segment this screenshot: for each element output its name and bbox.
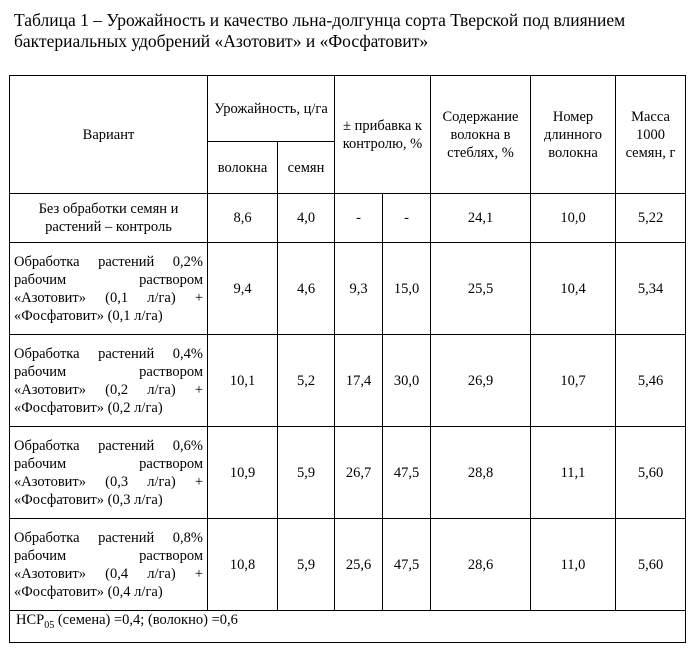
- cell-variant: Обработка растений 0,8% рабочим раствором «Азотовит» (0,4 л/га) + «Фосфатовит» (0,4 л/га): [10, 519, 208, 611]
- cell-long-fiber-number: 10,0: [531, 194, 616, 243]
- header-variant: Вариант: [10, 76, 208, 194]
- cell-mass-1000: 5,60: [616, 427, 686, 519]
- footnote-prefix: НСР: [16, 612, 45, 628]
- header-increase: ± прибавка к контролю, %: [335, 76, 431, 194]
- cell-yield-seed: 4,0: [278, 194, 335, 243]
- cell-variant: Обработка растений 0,6% рабочим раствором «Азотовит» (0,3 л/га) + «Фосфатовит» (0,3 л/га): [10, 427, 208, 519]
- cell-increase-seed: 47,5: [383, 427, 431, 519]
- cell-increase-fiber: 25,6: [335, 519, 383, 611]
- cell-increase-seed: 15,0: [383, 243, 431, 335]
- cell-mass-1000: 5,34: [616, 243, 686, 335]
- header-fiber-content: Содержание волокна в стеблях, %: [431, 76, 531, 194]
- cell-increase-seed: 30,0: [383, 335, 431, 427]
- table-row: [10, 335, 686, 427]
- cell-increase-fiber: 9,3: [335, 243, 383, 335]
- header-yield-fiber: волокна: [208, 142, 278, 194]
- cell-long-fiber-number: 11,1: [531, 427, 616, 519]
- table-row: [10, 194, 686, 243]
- cell-fiber-content: 28,8: [431, 427, 531, 519]
- footnote-subscript: 05: [44, 619, 55, 631]
- cell-increase-fiber: 17,4: [335, 335, 383, 427]
- footnote-row: [10, 611, 686, 643]
- cell-yield-fiber: 10,8: [208, 519, 278, 611]
- table-row: [10, 243, 686, 335]
- cell-yield-fiber: 10,9: [208, 427, 278, 519]
- footnote: [10, 611, 686, 643]
- cell-variant: Без обработки семян и растений – контроль: [10, 194, 208, 243]
- cell-increase-seed: -: [383, 194, 431, 243]
- table-row: [10, 519, 686, 611]
- cell-increase-seed: 47,5: [383, 519, 431, 611]
- cell-mass-1000: 5,60: [616, 519, 686, 611]
- cell-fiber-content: 28,6: [431, 519, 531, 611]
- cell-yield-fiber: 9,4: [208, 243, 278, 335]
- cell-yield-seed: 5,9: [278, 427, 335, 519]
- cell-yield-fiber: 8,6: [208, 194, 278, 243]
- cell-yield-seed: 4,6: [278, 243, 335, 335]
- cell-long-fiber-number: 10,4: [531, 243, 616, 335]
- header-yield: Урожайность, ц/га: [208, 76, 335, 142]
- table-row: [10, 427, 686, 519]
- header-yield-seed: семян: [278, 142, 335, 194]
- cell-mass-1000: 5,46: [616, 335, 686, 427]
- cell-fiber-content: 24,1: [431, 194, 531, 243]
- cell-fiber-content: 25,5: [431, 243, 531, 335]
- cell-yield-fiber: 10,1: [208, 335, 278, 427]
- cell-increase-fiber: -: [335, 194, 383, 243]
- cell-increase-fiber: 26,7: [335, 427, 383, 519]
- cell-long-fiber-number: 10,7: [531, 335, 616, 427]
- cell-long-fiber-number: 11,0: [531, 519, 616, 611]
- yield-table: [9, 75, 686, 643]
- cell-variant: Обработка растений 0,2% рабочим раствором «Азотовит» (0,1 л/га) + «Фосфатовит» (0,1 л/га): [10, 243, 208, 335]
- header-long-fiber-number: Номер длинного волокна: [531, 76, 616, 194]
- cell-yield-seed: 5,2: [278, 335, 335, 427]
- cell-variant: Обработка растений 0,4% рабочим раствором «Азотовит» (0,2 л/га) + «Фосфатовит» (0,2 л/га): [10, 335, 208, 427]
- footnote-text: (семена) =0,4; (волокно) =0,6: [54, 612, 238, 628]
- cell-mass-1000: 5,22: [616, 194, 686, 243]
- cell-fiber-content: 26,9: [431, 335, 531, 427]
- header-mass-1000: Масса 1000 семян, г: [616, 76, 686, 194]
- cell-yield-seed: 5,9: [278, 519, 335, 611]
- table-caption: Таблица 1 – Урожайность и качество льна-долгунца сорта Тверской под влиянием бактериальных удобрений «Азотовит» и «Фосфатовит»: [14, 10, 626, 51]
